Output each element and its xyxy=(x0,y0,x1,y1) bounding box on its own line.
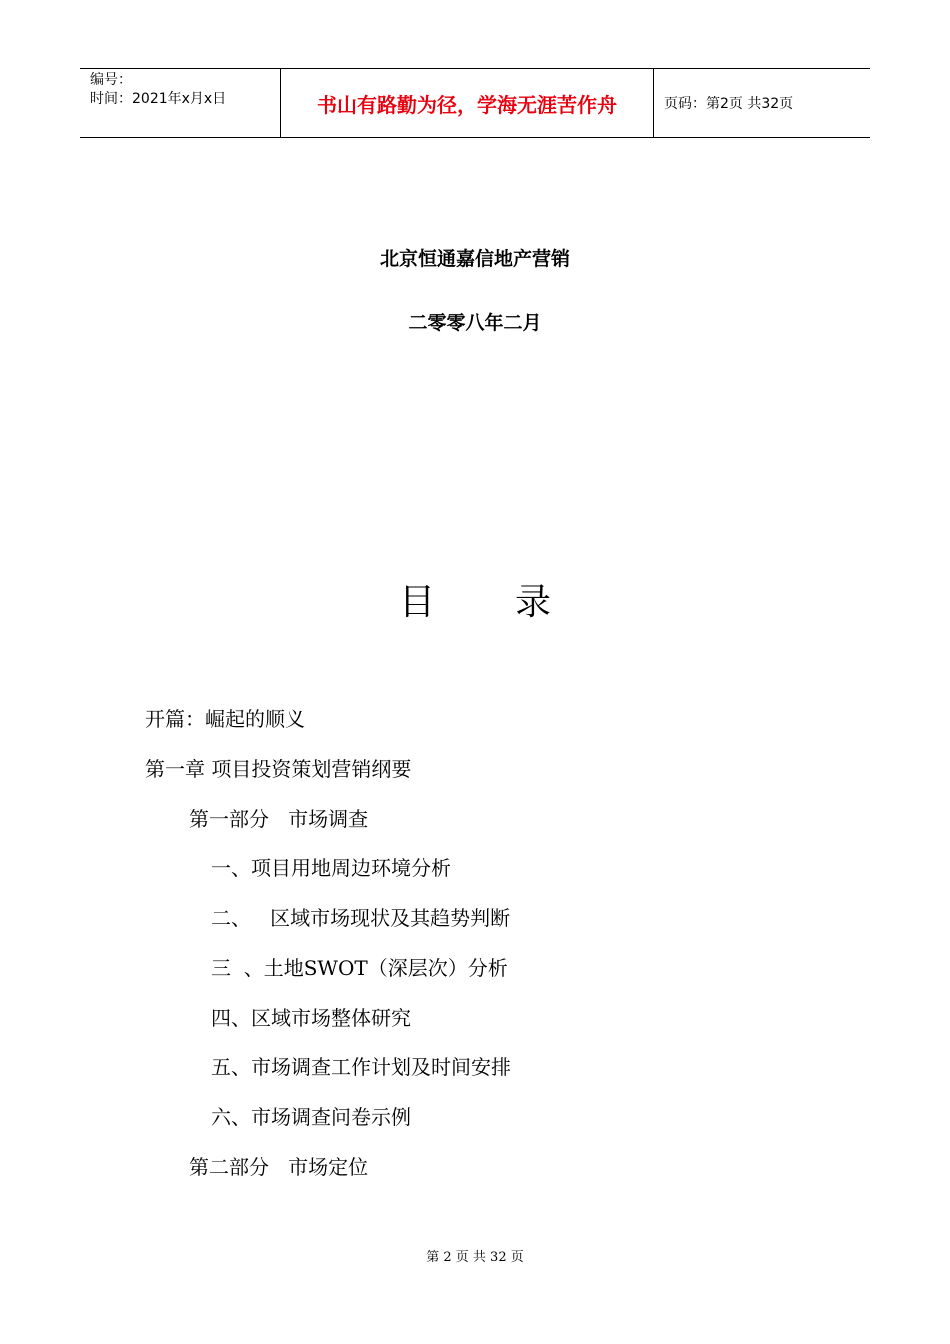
toc-item: 三 、土地SWOT（深层次）分析 xyxy=(211,956,508,980)
toc-item: 二、 区域市场现状及其趋势判断 xyxy=(211,906,511,930)
toc-item: 五、市场调查工作计划及时间安排 xyxy=(211,1055,511,1079)
header-date-label: 时间：2021年x月x日 xyxy=(90,91,227,107)
cover-date: 二零零八年二月 xyxy=(408,312,542,334)
toc-heading-left: 目 xyxy=(398,582,435,623)
company-title: 北京恒通嘉信地产营销 xyxy=(379,248,570,270)
toc-item: 四、区域市场整体研究 xyxy=(211,1006,411,1030)
toc-item: 第二部分 市场定位 xyxy=(189,1155,369,1179)
toc-item: 一、项目用地周边环境分析 xyxy=(211,856,451,880)
toc-item: 第一章 项目投资策划营销纲要 xyxy=(145,757,412,781)
toc-heading xyxy=(0,574,950,625)
header-page-info: 页码：第2页 共32页 xyxy=(664,96,794,112)
toc-item: 第一部分 市场调查 xyxy=(189,807,369,831)
page-header xyxy=(80,68,870,138)
page-footer: 第 2 页 共 32 页 xyxy=(426,1250,524,1265)
toc-heading-right: 录 xyxy=(515,582,552,623)
header-meta-cell xyxy=(80,69,281,137)
header-number-label: 编号： xyxy=(90,72,132,88)
header-motto: 书山有路勤为径，学海无涯苦作舟 xyxy=(281,69,654,137)
toc-item: 开篇：崛起的顺义 xyxy=(145,707,305,731)
toc-item: 六、市场调查问卷示例 xyxy=(211,1105,411,1129)
